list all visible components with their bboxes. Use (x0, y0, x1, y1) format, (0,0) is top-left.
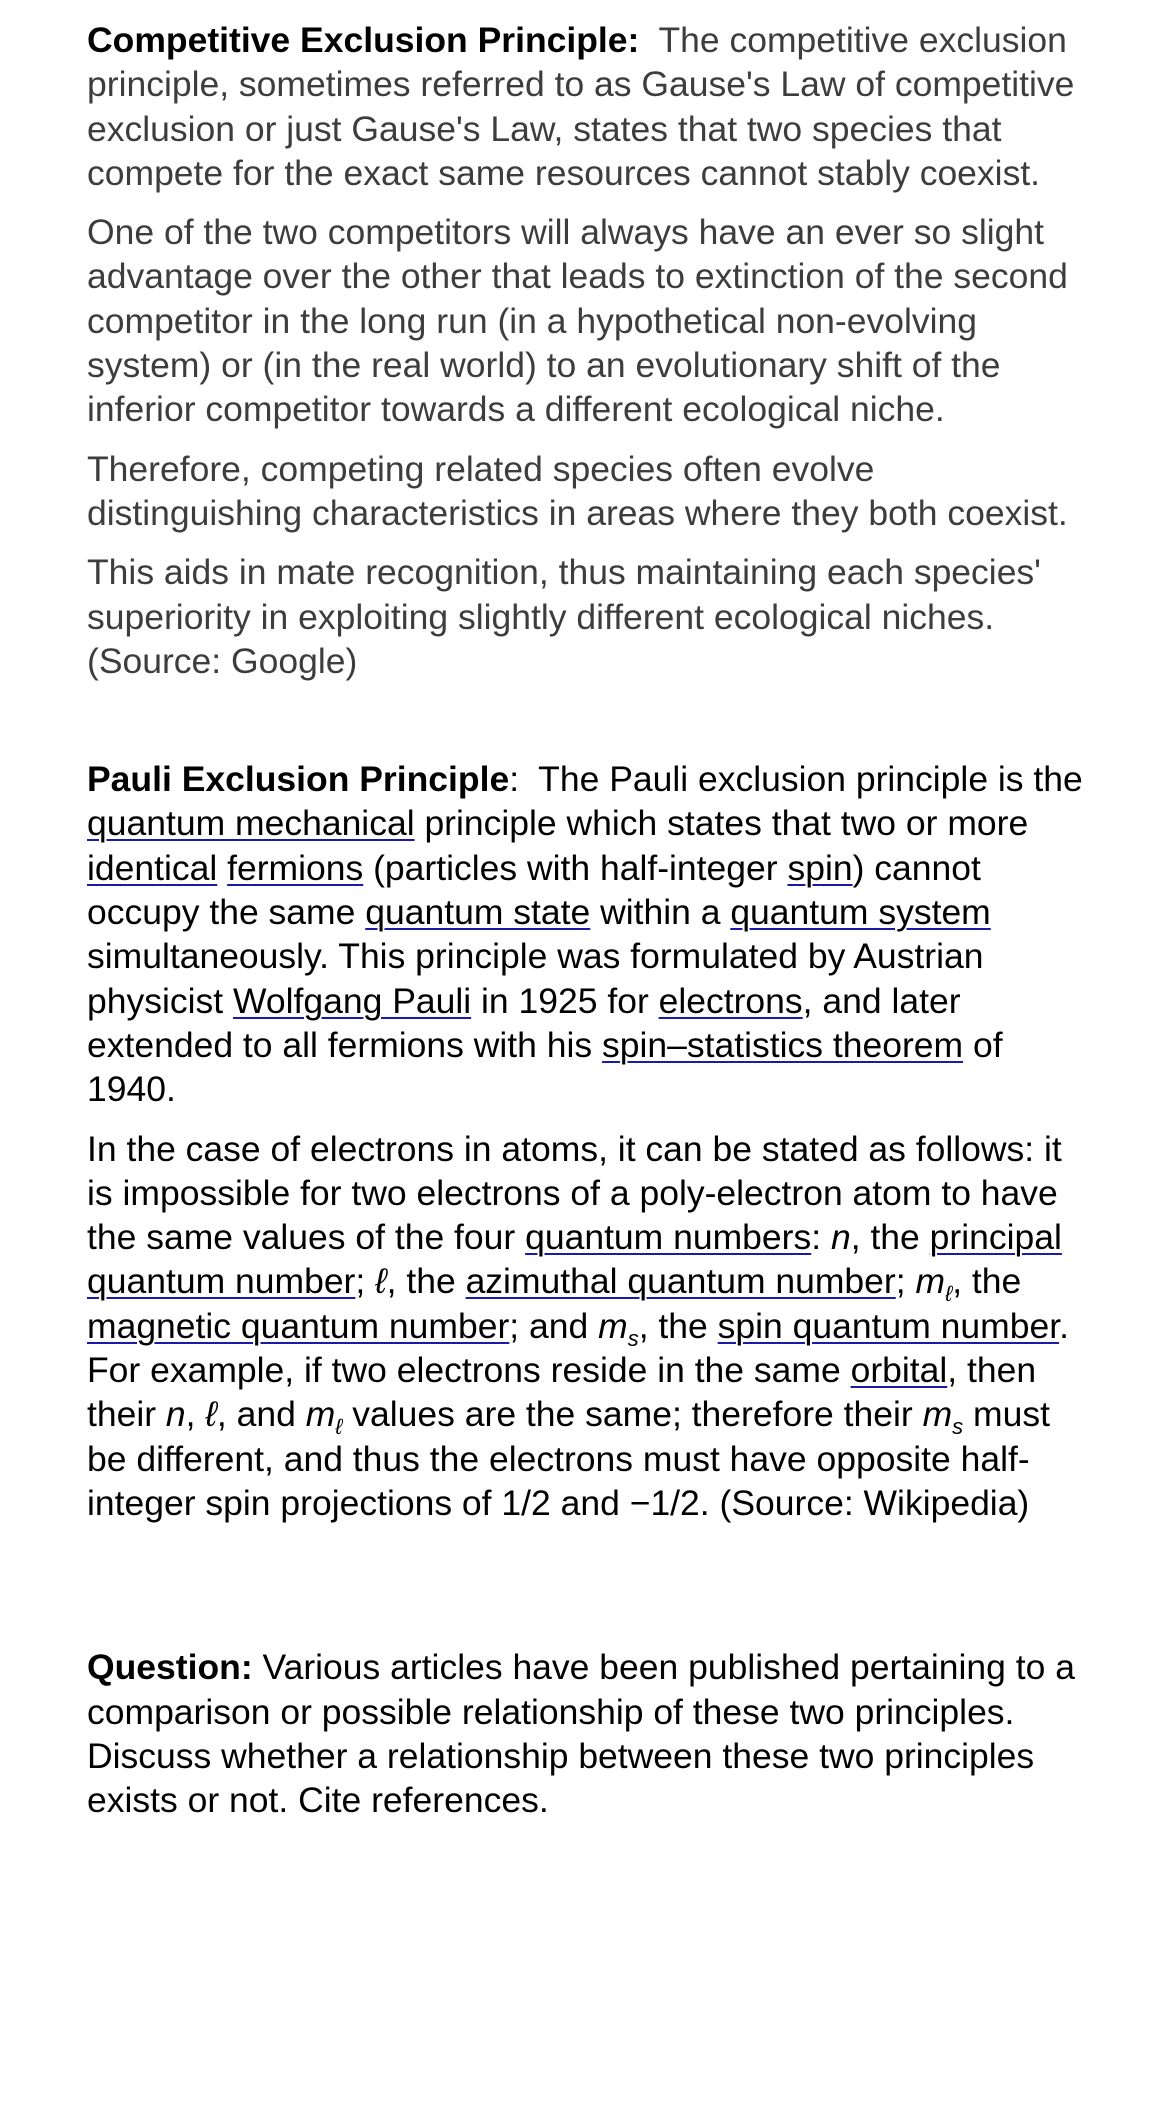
pauli-heading: Pauli Exclusion Principle (87, 759, 510, 800)
link-electrons[interactable]: electrons (658, 980, 803, 1021)
link-quantum-numbers[interactable]: quantum numbers (525, 1217, 812, 1258)
link-fermions[interactable]: fermions (227, 847, 364, 888)
link-quantum-system[interactable]: quantum system (730, 892, 991, 933)
link-spin-statistics-theorem[interactable]: spin–statistics theorem (602, 1024, 964, 1065)
competitive-paragraph-2: One of the two competitors will always have an ever so slight advantage over the other that leads to extinction of the second competitor in the long run (in a hypothetical non-evolving system) or (in the real world) to an evolutionary shift of the inferior competitor towards a different ecological niche. (87, 212, 1068, 430)
competitive-heading: Competitive Exclusion Principle: (87, 20, 640, 60)
link-spin-quantum-number[interactable]: spin quantum number (717, 1305, 1060, 1346)
link-principal-quantum-number[interactable]: principal quantum number (87, 1217, 1062, 1302)
link-magnetic-quantum-number[interactable]: magnetic quantum number (87, 1305, 510, 1346)
question-label: Question: (87, 1647, 253, 1688)
question-text: Various articles have been published pertaining to a comparison or possible relationship of these two principles. Discuss whether a relationship between these two principles exists or not. Cite references. (87, 1647, 1075, 1821)
competitive-paragraph-4: This aids in mate recognition, thus maintaining each species' superiority in exploiting slightly different ecological niches. (Source: Google) (87, 552, 1041, 681)
link-quantum-mechanical[interactable]: quantum mechanical (87, 803, 415, 844)
link-identical[interactable]: identical (87, 847, 218, 888)
pauli-paragraph-2: In the case of electrons in atoms, it can be stated as follows: it is impossible for two electrons of a poly-electron atom to have the same values of the four quantum numbers: n, the principal quantum number; ℓ, the azimuthal quantum number; $m_\ell$, the magnetic quantum number; and $m_s$, the spin quantum number. For example, if two electrons reside in the same orbital, then their n, ℓ, and $m_\ell$ values are the same; therefore their $m_s$ must be different, and thus the electrons must have opposite half-integer spin projections of 1/2 and −1/2. (Source: Wikipedia) (87, 1128, 1069, 1523)
link-orbital[interactable]: orbital (850, 1350, 948, 1391)
link-wolfgang-pauli[interactable]: Wolfgang Pauli (233, 980, 472, 1021)
pauli-paragraph-1: Pauli Exclusion Principle: The Pauli exclusion principle is the quantum mechanical principle which states that two or more identical fermions (particles with half-integer spin) cannot occupy the same quantum state within a quantum system simultaneously. This principle was formulated by Austrian physicist Wolfgang Pauli in 1925 for electrons, and later extended to all fermions with his spin–statistics theorem of 1940. (87, 759, 1083, 1110)
link-spin[interactable]: spin (787, 847, 853, 888)
competitive-text-1: The competitive exclusion principle, sometimes referred to as Gause's Law of competitive exclusion or just Gause's Law, states that two species that compete for the exact same resources cannot stably coexist. (87, 20, 1075, 193)
link-azimuthal-quantum-number[interactable]: azimuthal quantum number (465, 1261, 896, 1302)
competitive-paragraph-3: Therefore, competing related species often evolve distinguishing characteristics in areas where they both coexist. (87, 448, 1068, 533)
question-paragraph (87, 1645, 1091, 1822)
link-quantum-state[interactable]: quantum state (365, 892, 591, 933)
competitive-paragraph-1 (87, 18, 1091, 195)
